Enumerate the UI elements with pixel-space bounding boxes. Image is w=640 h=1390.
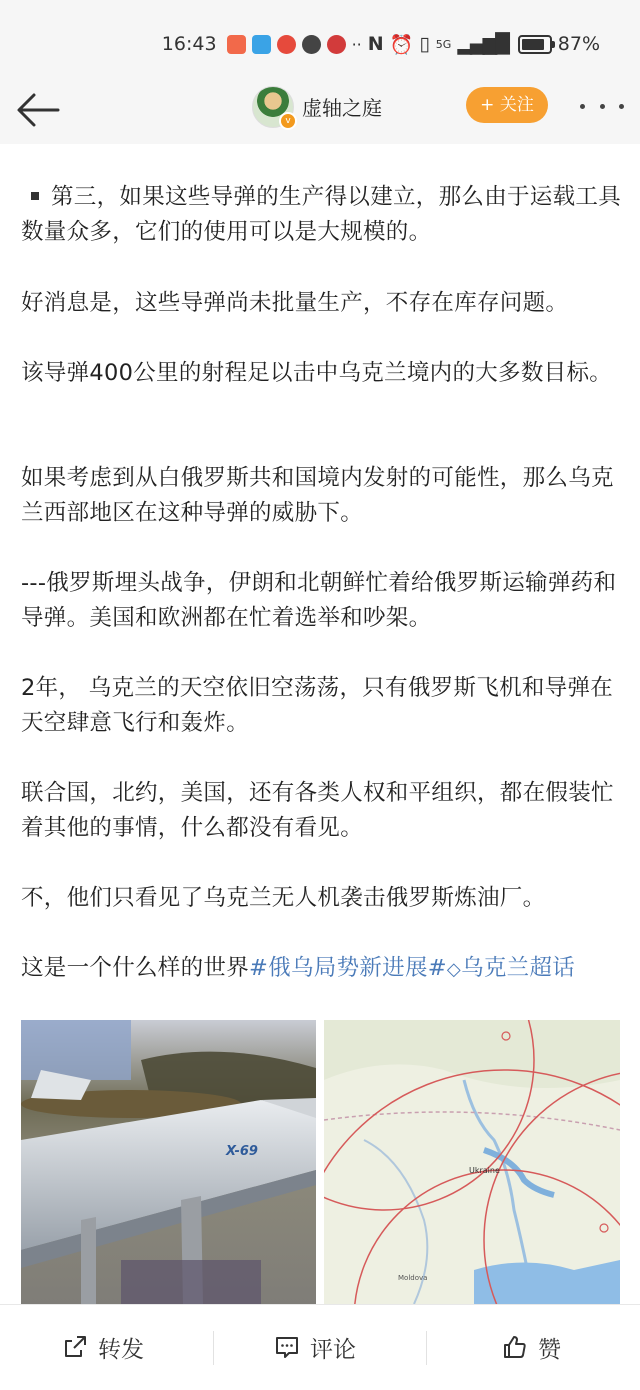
like-button[interactable]	[502, 1327, 561, 1367]
arrow-left-icon	[14, 90, 62, 130]
dots-icon: ··	[351, 34, 362, 54]
post-paragraph: 2年， 乌克兰的天空依旧空荡荡，只有俄罗斯飞机和导弹在天空肆意飞行和轰炸。	[21, 675, 614, 736]
comment-icon	[274, 1334, 300, 1360]
missile-photo[interactable]	[21, 1020, 316, 1304]
missile-label: X-69	[226, 1144, 258, 1159]
app-notification-icon	[227, 35, 246, 54]
status-time: 16:43	[161, 33, 217, 55]
bottom-action-bar	[0, 1304, 640, 1390]
status-bar	[0, 0, 640, 86]
app-notification-icon	[252, 35, 271, 54]
missile-illustration	[21, 1020, 316, 1304]
thumbs-up-icon	[502, 1334, 528, 1360]
more-dot-icon	[600, 104, 605, 109]
status-icons	[162, 30, 600, 58]
divider	[213, 1331, 214, 1365]
post-header	[0, 86, 640, 144]
diamond-icon: ◇	[446, 959, 462, 980]
network-label: 5G	[435, 37, 452, 51]
range-map-image[interactable]	[324, 1020, 620, 1304]
like-label: 赞	[538, 1336, 561, 1363]
nfc-icon: N	[367, 33, 384, 55]
post-content	[0, 144, 640, 1304]
more-dot-icon	[580, 104, 585, 109]
signal-icon: ▂▄▆█	[457, 33, 508, 55]
map-illustration	[324, 1020, 620, 1304]
username[interactable]: 虚轴之庭	[302, 96, 382, 120]
post-paragraph: 第三，如果这些导弹的生产得以建立，那么由于运载工具数量众多，它们的使用可以是大规模的。	[21, 184, 622, 245]
repost-label: 转发	[98, 1336, 144, 1363]
more-dot-icon	[619, 104, 624, 109]
super-topic-tag[interactable]: ◇乌克兰超话	[446, 955, 576, 981]
alarm-icon: ⏰	[389, 33, 414, 56]
post-paragraph: 不，他们只看见了乌克兰无人机袭击俄罗斯炼油厂。	[21, 885, 546, 911]
post-paragraph: 这是一个什么样的世界#俄乌局势新进展#◇乌克兰超话	[21, 955, 576, 981]
map-label-ukraine: Ukraine	[469, 1166, 500, 1175]
chat-bubble-icon	[302, 35, 321, 54]
topic-tag[interactable]: #俄乌局势新进展#	[249, 955, 447, 981]
battery-icon	[518, 35, 552, 54]
back-button[interactable]	[14, 90, 62, 130]
post-paragraph: 好消息是，这些导弹尚未批量生产，不存在库存问题。	[21, 290, 569, 316]
post-paragraph: 该导弹400公里的射程足以击中乌克兰境内的大多数目标。	[21, 360, 613, 386]
post-paragraph: ---俄罗斯埋头战争，伊朗和北朝鲜忙着给俄罗斯运输弹药和导弹。美国和欧洲都在忙着选举和吵架。	[21, 570, 617, 631]
repost-button[interactable]	[62, 1327, 144, 1367]
post-paragraph: 如果考虑到从白俄罗斯共和国境内发射的可能性，那么乌克兰西部地区在这种导弹的威胁下。	[21, 465, 614, 526]
weibo-icon	[277, 35, 296, 54]
share-icon	[62, 1334, 88, 1360]
divider	[426, 1331, 427, 1365]
more-options-button[interactable]	[580, 90, 624, 122]
battery-percent: 87%	[557, 33, 600, 55]
post-paragraph: 联合国，北约，美国，还有各类人权和平组织，都在假装忙着其他的事情，什么都没有看见。	[21, 780, 614, 841]
map-label-moldova: Moldova	[398, 1274, 428, 1282]
comment-button[interactable]	[274, 1327, 356, 1367]
bank-app-icon	[327, 35, 346, 54]
follow-button[interactable]: + 关注	[466, 87, 548, 123]
vibrate-icon: ▯	[419, 33, 430, 55]
verified-badge-icon: v	[279, 112, 297, 130]
comment-label: 评论	[310, 1336, 356, 1363]
bullet-icon	[31, 192, 39, 200]
